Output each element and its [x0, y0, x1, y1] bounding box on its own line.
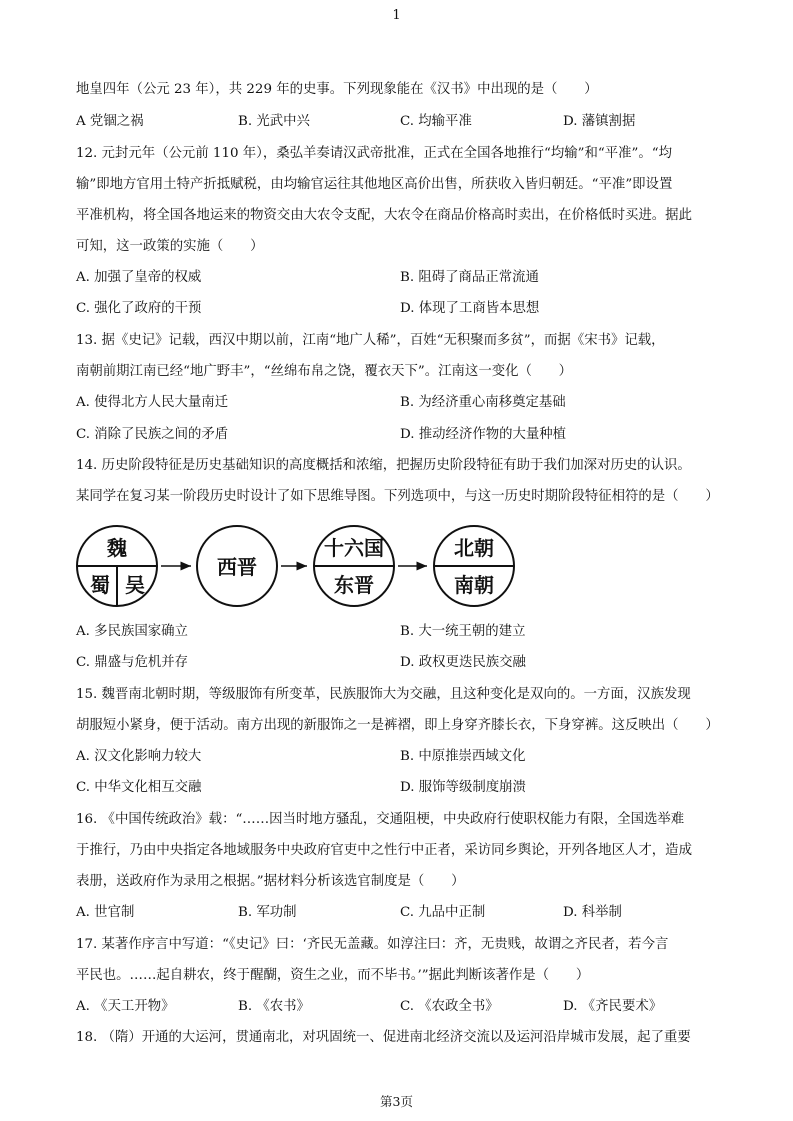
q18-stem-line-1: 18. （隋）开通的大运河，贯通南北，对巩固统一、促进南北经济交流以及运河沿岸城市发展，起了重要 — [76, 1030, 691, 1045]
page-footer: 第3页 — [380, 1094, 413, 1109]
q15-option-c: C. 中华文化相互交融 — [76, 780, 202, 795]
q16-stem-line-2: 于推行，乃由中央指定各地域服务中央政府官吏中之性行中正者，采访同乡舆论，开列各地区人才，造成 — [76, 843, 692, 858]
q12-option-a: A. 加强了皇帝的权威 — [76, 270, 202, 285]
q16-stem-line-1: 16. 《中国传统政治》载：“……因当时地方骚乱，交通阻梗，中央政府行使职权能力有限，全国选举难 — [76, 812, 685, 827]
q16-stem-line-3: 表册，送政府作为录用之根据。”据材料分析该选官制度是（ ） — [76, 874, 465, 889]
q17-option-d: D. 《齐民要术》 — [563, 999, 663, 1014]
q15-stem-line-2: 胡服短小紧身，便于活动。南方出现的新服饰之一是裤褶，即上身穿齐膝长衣，下身穿裤。这反映出（ ） — [76, 718, 719, 733]
q12-stem-line-1: 12. 元封元年（公元前 110 年），桑弘羊奏请汉武帝批准，正式在全国各地推行“均输”和“平准”。“均 — [76, 146, 672, 161]
q11-option-b: B. 光武中兴 — [238, 114, 310, 129]
q13-option-a: A. 使得北方人民大量南迁 — [76, 395, 229, 410]
q16-option-b: B. 军功制 — [238, 905, 297, 920]
q14-option-c: C. 鼎盛与危机并存 — [76, 655, 189, 670]
q12-option-c: C. 强化了政府的干预 — [76, 301, 202, 316]
q17-stem-line-2: 平民也。……起自耕农，终于醒醐，资生之业，而不毕书。’”据此判断该著作是（ ） — [76, 968, 590, 983]
circle-northern-southern-dynasties — [434, 526, 514, 606]
q13-option-d: D. 推动经济作物的大量种植 — [400, 427, 567, 442]
circle-western-jin — [197, 526, 277, 606]
q16-option-c: C. 九品中正制 — [400, 905, 486, 920]
label-wei: 魏 — [107, 536, 127, 560]
label-western-jin: 西晋 — [217, 555, 257, 579]
q11-option-a: A 党锢之祸 — [76, 114, 144, 129]
q14-stem-line-1: 14. 历史阶段特征是历史基础知识的高度概括和浓缩，把握历史阶段特征有助于我们加深对历史的认识。 — [76, 458, 691, 473]
q15-option-b: B. 中原推崇西域文化 — [400, 749, 526, 764]
q15-option-a: A. 汉文化影响力较大 — [76, 749, 202, 764]
label-eastern-jin: 东晋 — [334, 573, 374, 597]
q17-stem-line-1: 17. 某著作序言中写道：“《史记》曰：‘齐民无盖藏。如淳注曰：齐，无贵贱，故谓之齐民者，若今言 — [76, 937, 669, 952]
q11-stem-tail: 地皇四年（公元 23 年），共 229 年的史事。下列现象能在《汉书》中出现的是（ ） — [76, 82, 598, 97]
q15-stem-line-1: 15. 魏晋南北朝时期，等级服饰有所变革，民族服饰大为交融，且这种变化是双向的。一方面，汉族发现 — [76, 687, 691, 702]
q13-stem-line-2: 南朝前期江南已经“地广野丰”，“丝绵布帛之饶，覆衣天下”。江南这一变化（ ） — [76, 364, 573, 379]
label-southern-dynasties: 南朝 — [454, 573, 494, 597]
q16-option-d: D. 科举制 — [563, 905, 622, 920]
circle-wei-shu-wu — [77, 526, 157, 606]
q12-option-d: D. 体现了工商皆本思想 — [400, 301, 540, 316]
q16-option-a: A. 世官制 — [76, 905, 135, 920]
q12-stem-line-4: 可知，这一政策的实施（ ） — [76, 239, 264, 254]
label-shu: 蜀 — [90, 573, 110, 597]
q12-stem-line-3: 平准机构，将全国各地运来的物资交由大农令支配，大农令在商品价格高时卖出，在价格低时买进。据此 — [76, 208, 692, 223]
q14-option-d: D. 政权更迭民族交融 — [400, 655, 526, 670]
q13-option-b: B. 为经济重心南移奠定基础 — [400, 395, 566, 410]
q17-option-a: A. 《天工开物》 — [76, 999, 175, 1014]
q15-option-d: D. 服饰等级制度崩溃 — [400, 780, 526, 795]
q14-option-b: B. 大一统王朝的建立 — [400, 624, 526, 639]
q13-option-c: C. 消除了民族之间的矛盾 — [76, 427, 229, 442]
q17-option-b: B. 《农书》 — [238, 999, 310, 1014]
circle-sixteen-kingdoms-eastern-jin — [314, 526, 394, 606]
q14-stem-line-2: 某同学在复习某一阶段历史时设计了如下思维导图。下列选项中，与这一历史时期阶段特征相符的是（ ） — [76, 489, 719, 504]
label-sixteen-kingdoms: 十六国 — [324, 536, 384, 560]
q12-stem-line-2: 输”即地方官用土特产折抵赋税，由均输官运往其他地区高价出售，所获收入皆归朝廷。“平准”即设置 — [76, 177, 673, 192]
q17-option-c: C. 《农政全书》 — [400, 999, 499, 1014]
q12-option-b: B. 阻碍了商品正常流通 — [400, 270, 539, 285]
q14-option-a: A. 多民族国家确立 — [76, 624, 188, 639]
history-mind-map — [70, 522, 530, 612]
q11-option-d: D. 藩镇割据 — [563, 114, 636, 129]
label-northern-dynasties: 北朝 — [454, 536, 494, 560]
label-wu: 吴 — [125, 573, 145, 597]
page-number: 1 — [392, 8, 401, 23]
q11-option-c: C. 均输平准 — [400, 114, 472, 129]
q13-stem-line-1: 13. 据《史记》记载，西汉中期以前，江南“地广人稀”，百姓“无积聚而多贫”，而据《宋书》记载， — [76, 333, 665, 348]
